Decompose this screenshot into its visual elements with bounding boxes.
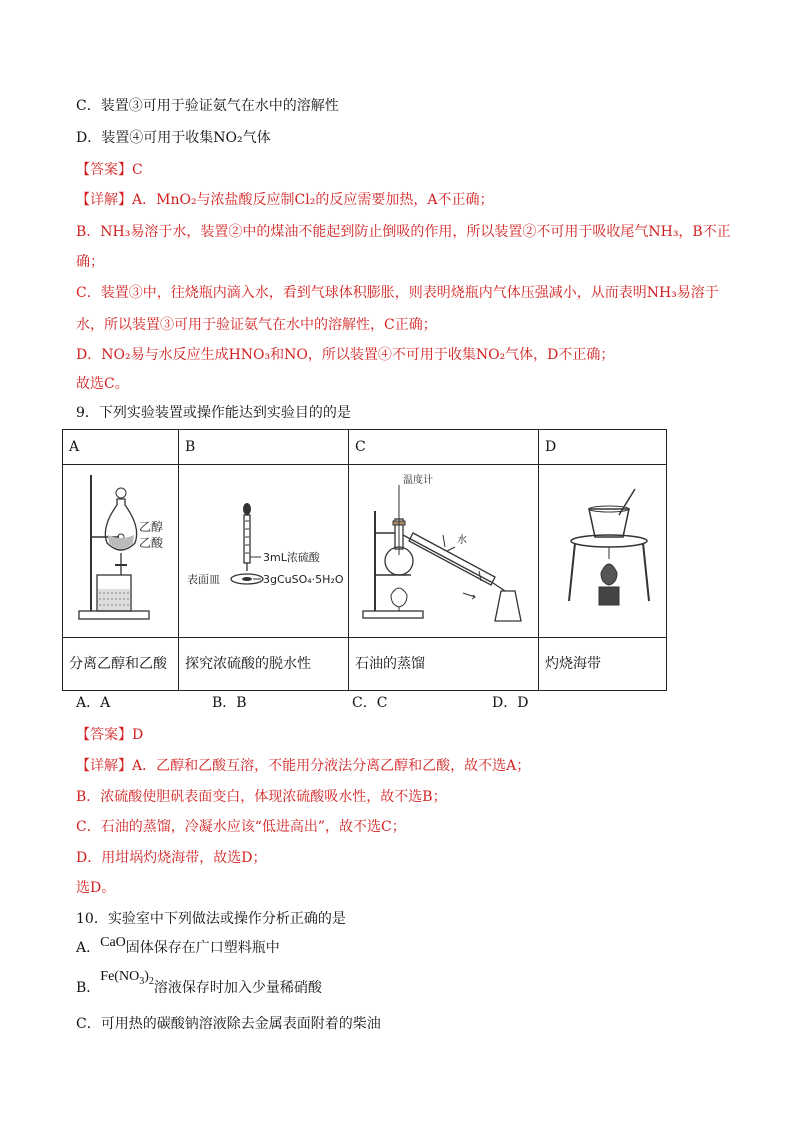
q9-answer-line xyxy=(76,725,143,745)
label-thermometer: 温度计 xyxy=(403,475,433,486)
apparatus-c-cell xyxy=(349,465,539,638)
label-acetic-acid: 乙酸 xyxy=(139,536,164,550)
dropper-watchglass-diagram xyxy=(185,465,355,633)
choice-c: C．C xyxy=(352,695,388,711)
detail-line-a xyxy=(76,190,493,210)
distillation-diagram xyxy=(355,465,545,633)
option-d-text: D．装置④可用于收集NO₂气体 xyxy=(76,130,271,146)
q10-b-formula-sub1: 3 xyxy=(139,975,145,987)
choice-b: B．B xyxy=(212,695,247,711)
q9-detail-a-text: A．乙醇和乙酸互溶，不能用分液法分离乙醇和乙酸，故不选A； xyxy=(132,758,531,774)
label-d: 灼烧海带 xyxy=(539,638,667,691)
conclusion-line: 故选C。 xyxy=(76,376,129,392)
question-9-table xyxy=(62,429,667,691)
q10-a-prefix: A． xyxy=(76,940,101,956)
choice-d: D．D xyxy=(492,695,529,711)
label-ethanol: 乙醇 xyxy=(139,520,164,534)
detail-line-c: C．装置③中，往烧瓶内滴入水，看到气球体积膨胀，则表明烧瓶内气体压强减小，从而表明NH₃易溶于 xyxy=(76,285,719,301)
q9-detail-b: B．浓硫酸使胆矾表面变白，体现浓硫酸吸水性，故不选B； xyxy=(76,789,447,805)
q10-b-formula xyxy=(100,969,154,987)
q9-conclusion: 选D。 xyxy=(76,880,116,896)
label-c: 石油的蒸馏 xyxy=(349,638,539,691)
label-copper-sulfate: 3gCuSO₄·5H₂O xyxy=(263,573,344,586)
answer-value: C xyxy=(132,162,143,178)
q10-a-text: 固体保存在广口塑料瓶中 xyxy=(125,940,280,956)
q9-answer-tag: 【答案】 xyxy=(76,727,132,743)
q9-detail-tag: 【详解】 xyxy=(76,758,132,774)
detail-line-b-cont: 确； xyxy=(76,254,104,270)
label-a: 分离乙醇和乙酸 xyxy=(63,638,179,691)
detail-a-text: A．MnO₂与浓盐酸反应制Cl₂的反应需要加热，A不正确； xyxy=(132,192,494,208)
detail-tag: 【详解】 xyxy=(76,192,132,208)
q9-detail-d: D．用坩埚灼烧海带，故选D； xyxy=(76,850,267,866)
apparatus-b-cell xyxy=(179,465,349,638)
q10-b-text: 溶液保存时加入少量稀硝酸 xyxy=(153,980,322,996)
label-watch-glass: 表面皿 xyxy=(187,573,220,586)
q10-b-prefix: B． xyxy=(76,980,101,996)
q9-answer-value: D xyxy=(132,727,144,743)
q10-option-c: C．可用热的碳酸钠溶液除去金属表面附着的柴油 xyxy=(76,1016,381,1032)
q10-option-b xyxy=(76,969,322,1004)
question-9-stem: 9．下列实验装置或操作能达到实验目的的是 xyxy=(76,405,351,421)
option-c-text: C．装置③可用于验证氨气在水中的溶解性 xyxy=(76,98,339,114)
detail-line-c-cont: 水，所以装置③可用于验证氨气在水中的溶解性，C正确； xyxy=(76,317,437,333)
answer-tag: 【答案】 xyxy=(76,162,132,178)
q10-b-formula-close: ) xyxy=(144,969,149,984)
choice-a: A．A xyxy=(76,695,111,711)
apparatus-d-cell xyxy=(539,465,667,638)
separatory-funnel-diagram xyxy=(69,465,185,633)
q10-b-formula-main: Fe(NO xyxy=(100,969,140,984)
label-conc-sulfuric-acid: 3mL浓硫酸 xyxy=(263,551,320,564)
detail-line-b: B．NH₃易溶于水，装置②中的煤油不能起到防止倒吸的作用，所以装置②不可用于吸收尾气NH₃，B不正 xyxy=(76,224,731,240)
q10-option-a xyxy=(76,935,280,959)
header-c: C xyxy=(349,430,539,465)
detail-line-d: D．NO₂易与水反应生成HNO₃和NO，所以装置④不可用于收集NO₂气体，D不正确； xyxy=(76,347,615,363)
answer-line xyxy=(76,160,143,180)
q9-detail-c: C．石油的蒸馏，冷凝水应该“低进高出”，故不选C； xyxy=(76,819,406,835)
header-a: A xyxy=(63,430,179,465)
apparatus-a-cell xyxy=(63,465,179,638)
label-water: 水 xyxy=(457,535,467,546)
crucible-burning-diagram xyxy=(545,465,673,633)
q9-detail-a xyxy=(76,756,530,776)
q10-b-formula-sub2: 2 xyxy=(148,975,154,987)
header-d: D xyxy=(539,430,667,465)
label-b: 探究浓硫酸的脱水性 xyxy=(179,638,349,691)
header-b: B xyxy=(179,430,349,465)
q10-a-formula: CaO xyxy=(100,935,126,950)
question-10-stem: 10．实验室中下列做法或操作分析正确的是 xyxy=(76,911,346,927)
